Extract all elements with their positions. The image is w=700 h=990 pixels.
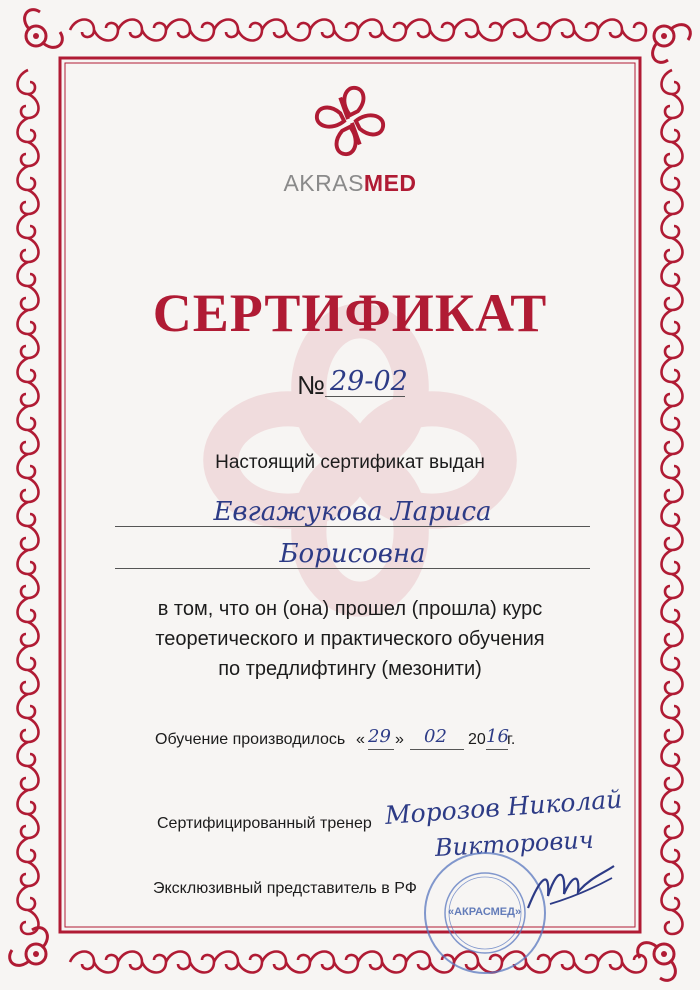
date-year-underline [486,749,508,750]
recipient-underline-2 [115,568,590,569]
trainer-name-line1: Морозов Николай [383,784,624,830]
representative-signature [520,858,620,918]
stamp-text: «АКРАСМЕД» [448,906,522,918]
recipient-underline-1 [115,526,590,527]
course-text-line1: в том, что он (она) прошел (прошла) курс [157,598,543,620]
representative-label: Эксклюзивный представитель в РФ [153,880,417,897]
date-month-underline [410,749,464,750]
date-close-quote: » [395,731,404,748]
trainer-name-line2: Викторович [434,825,595,862]
recipient-name-line2: Борисовна [279,539,426,569]
date-label: Обучение производилось [155,731,346,748]
certificate-title: СЕРТИФИКАТ [152,283,548,343]
recipient-name-line1: Евгажукова Лариса [213,497,492,527]
date-month: 02 [424,726,447,747]
brand-part-1: AKRAS [283,170,364,196]
date-day: 29 [368,726,391,747]
akrasmed-flower-icon [310,82,390,160]
issued-text: Настоящий сертификат выдан [215,452,485,473]
certificate-number-prefix: № [297,370,325,400]
date-year-suffix: 16 [486,726,509,747]
course-text-line2: теоретического и практического обучения [155,628,545,650]
date-open-quote: « [356,731,365,748]
trainer-label: Сертифицированный тренер [157,815,372,832]
brand-logo [0,170,700,197]
date-day-underline [368,749,394,750]
brand-part-2: MED [363,170,417,196]
certificate-number-value: 29-02 [330,366,408,397]
date-year-prefix: 20 [468,731,486,748]
course-text-line3: по тредлифтингу (мезонити) [218,658,482,680]
date-year-end: г. [507,731,516,748]
